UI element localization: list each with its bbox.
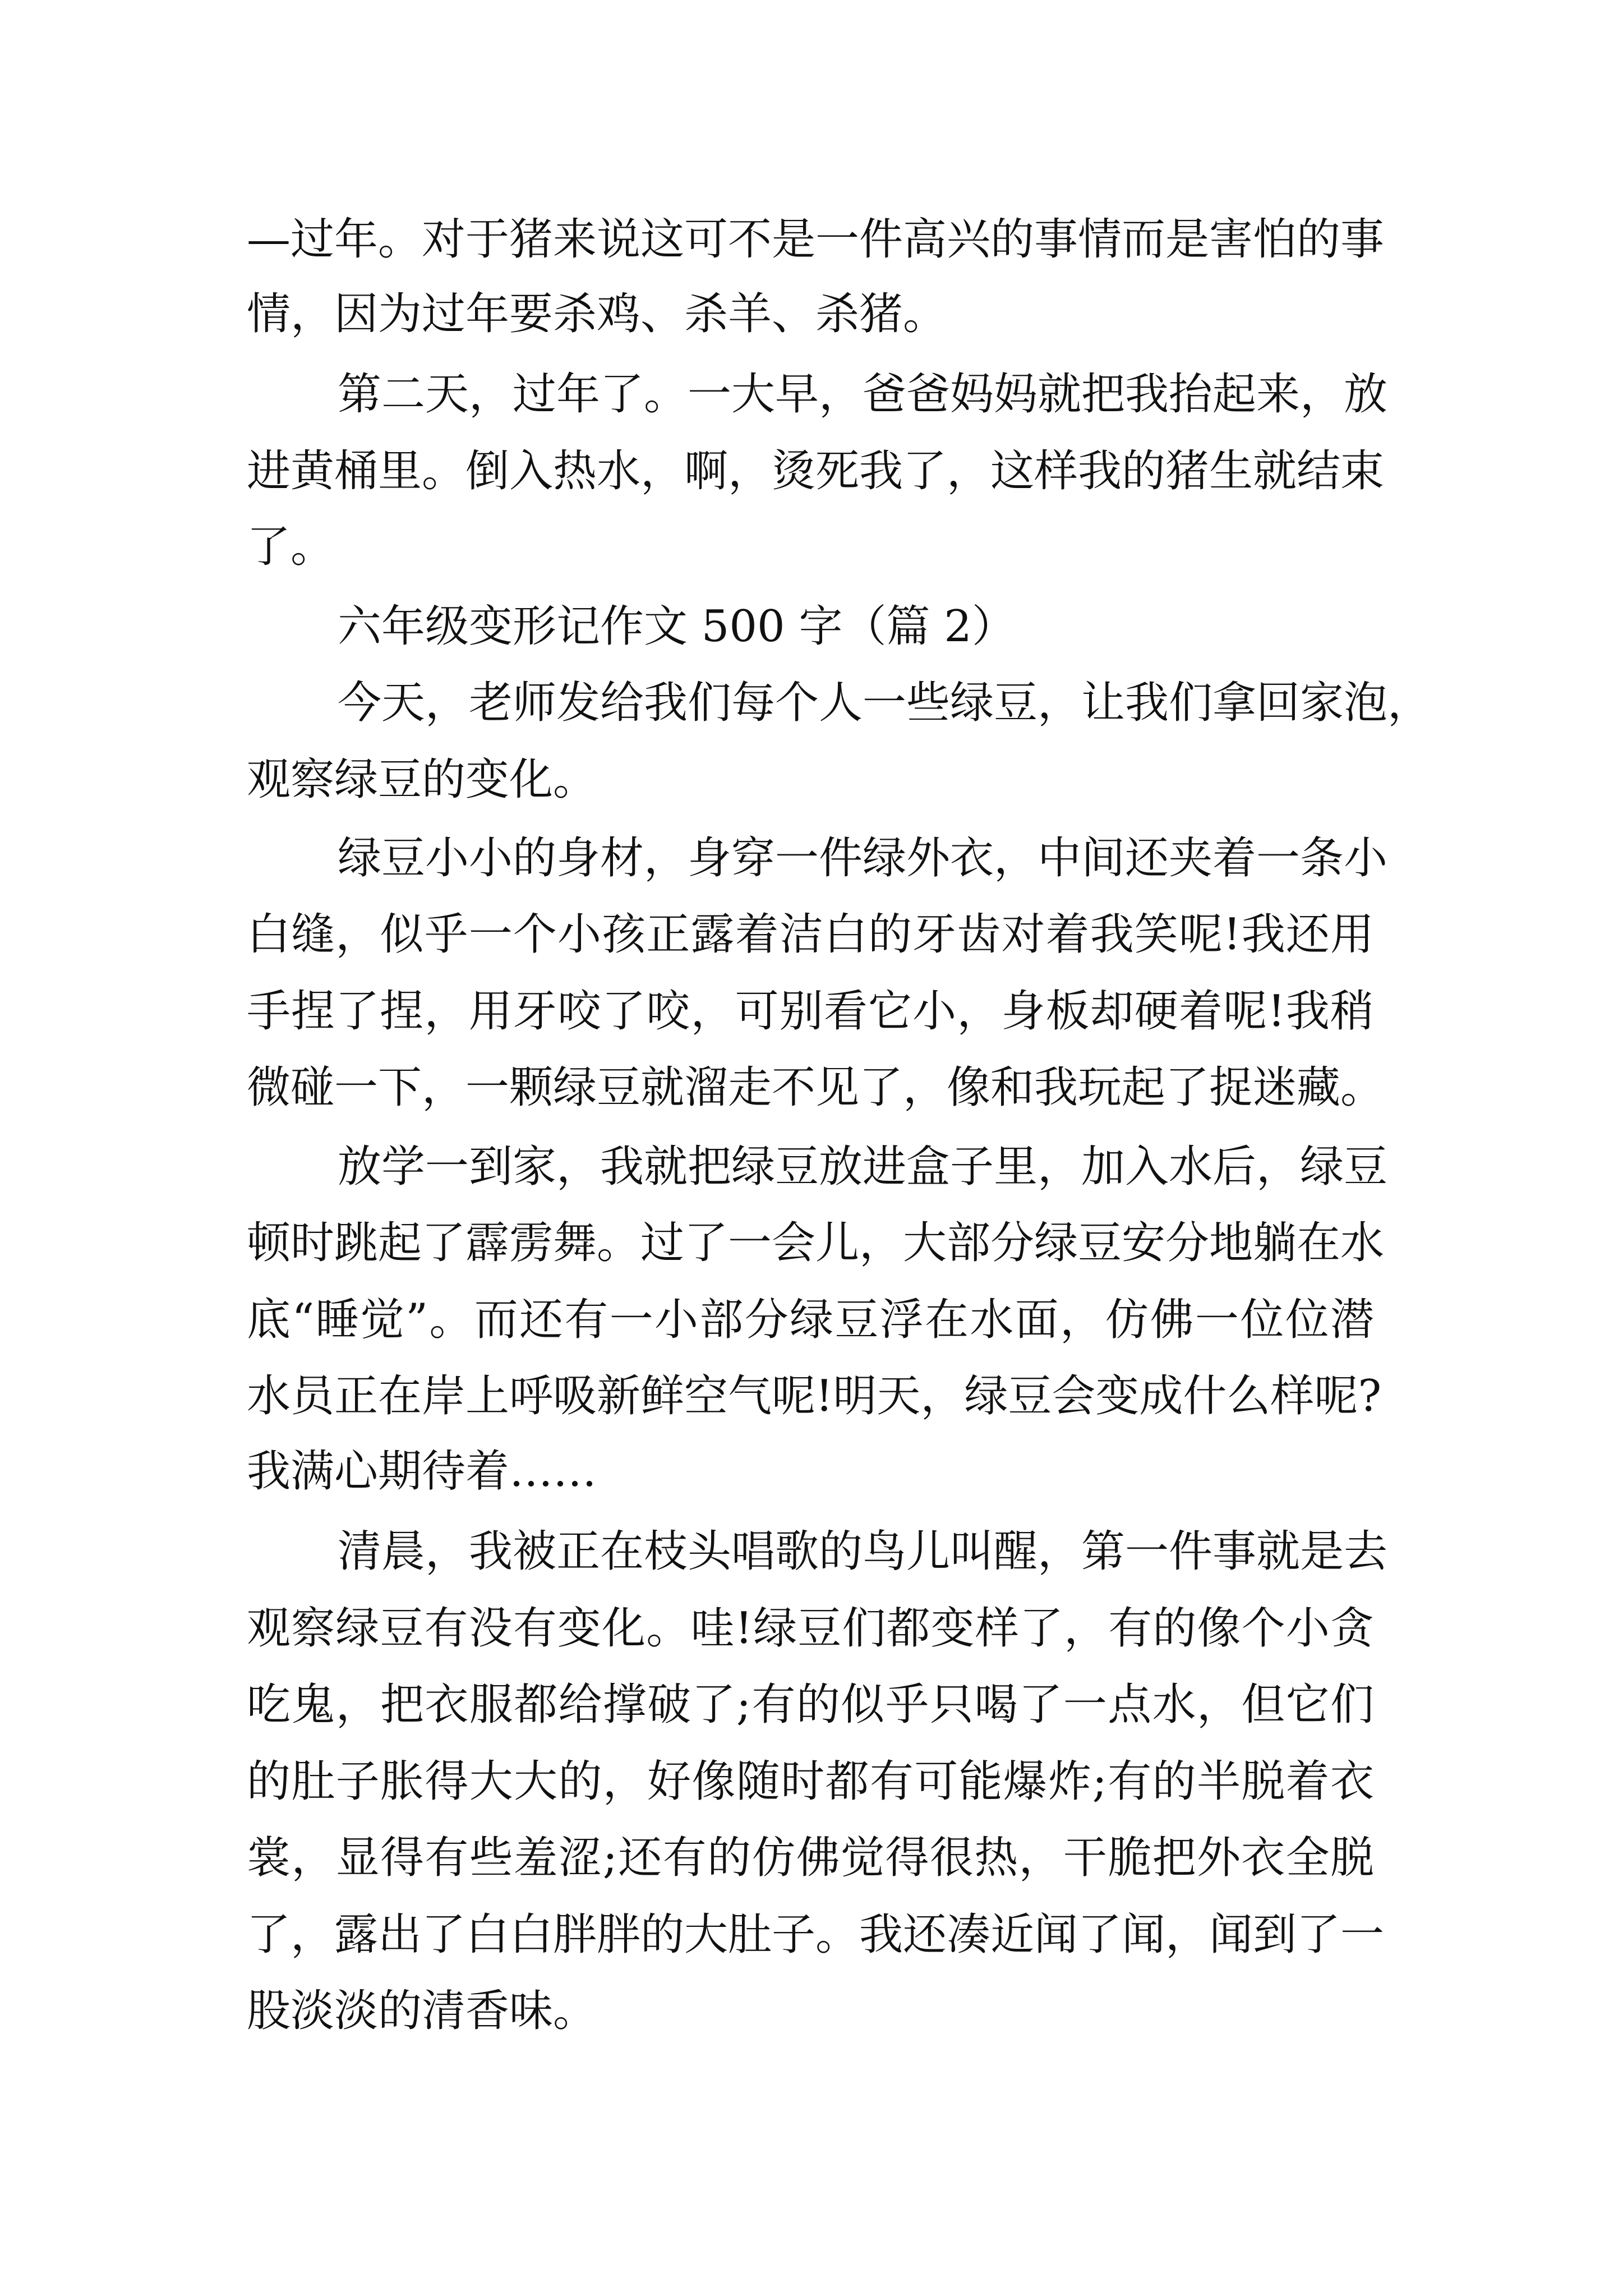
text-line: 顿时跳起了霹雳舞。过了一会儿，大部分绿豆安分地躺在水 [247, 1218, 1385, 1268]
text-line: 观察绿豆的变化。 [247, 754, 597, 805]
text-line: 清晨，我被正在枝头唱歌的鸟儿叫醒，第一件事就是去 [338, 1526, 1388, 1577]
text-line: 微碰一下，一颗绿豆就溜走不见了，像和我玩起了捉迷藏。 [247, 1062, 1385, 1113]
text-line: 今天，老师发给我们每个人一些绿豆，让我们拿回家泡， [338, 678, 1432, 728]
text-line: 白缝，似乎一个小孩正露着洁白的牙齿对着我笑呢!我还用 [247, 909, 1374, 960]
text-line: 的肚子胀得大大的，好像随时都有可能爆炸;有的半脱着衣 [247, 1756, 1374, 1807]
text-line: 观察绿豆有没有变化。哇!绿豆们都变样了，有的像个小贪 [247, 1603, 1374, 1654]
text-line: 进黄桶里。倒入热水，啊，烫死我了，这样我的猪生就结束 [247, 446, 1385, 496]
text-line: 我满心期待着…… [247, 1446, 597, 1497]
text-line: 股淡淡的清香味。 [247, 1986, 597, 2036]
text-line: 了，露出了白白胖胖的大肚子。我还凑近闻了闻，闻到了一 [247, 1910, 1385, 1960]
text-line: 水员正在岸上呼吸新鲜空气呢!明天，绿豆会变成什么样呢? [247, 1371, 1382, 1421]
text-line: —过年。对于猪来说这可不是一件高兴的事情而是害怕的事 [247, 214, 1385, 265]
text-line: 底“睡觉”。而还有一小部分绿豆浮在水面，仿佛一位位潜 [247, 1295, 1374, 1345]
text-line: 手捏了捏，用牙咬了咬，可别看它小，身板却硬着呢!我稍 [247, 986, 1374, 1037]
section-heading: 六年级变形记作文 500 字（篇 2） [338, 601, 1016, 652]
text-line: 情，因为过年要杀鸡、杀羊、杀猪。 [247, 289, 947, 339]
text-line: 绿豆小小的身材，身穿一件绿外衣，中间还夹着一条小 [338, 833, 1388, 884]
text-line: 吃鬼，把衣服都给撑破了;有的似乎只喝了一点水，但它们 [247, 1680, 1374, 1730]
text-line: 放学一到家，我就把绿豆放进盒子里，加入水后，绿豆 [338, 1142, 1388, 1192]
text-line: 第二天，过年了。一大早，爸爸妈妈就把我抬起来，放 [338, 369, 1388, 420]
text-line: 了。 [247, 522, 335, 572]
text-line: 裳，显得有些羞涩;还有的仿佛觉得很热，干脆把外衣全脱 [247, 1833, 1374, 1883]
